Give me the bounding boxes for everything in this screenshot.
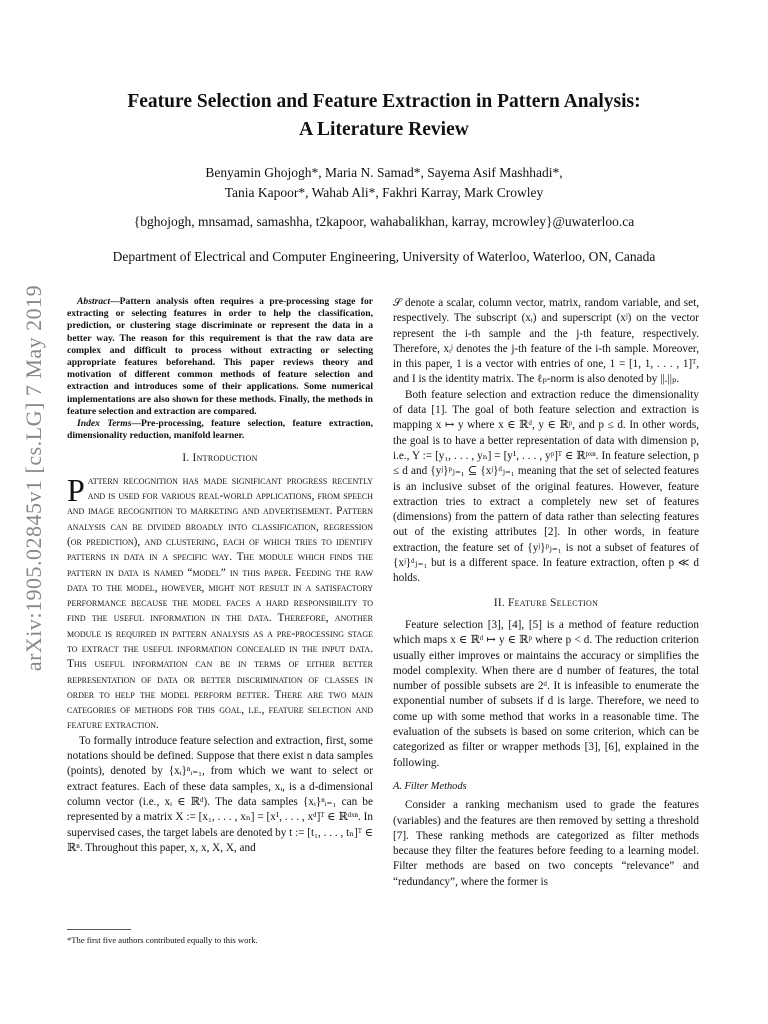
authors-line-1: Benyamin Ghojogh*, Maria N. Samad*, Sayema Asif Mashhadi*,	[205, 165, 563, 180]
footnote: *The first five authors contributed equally to this work.	[67, 935, 258, 945]
author-list	[90, 163, 678, 203]
abstract	[67, 296, 373, 418]
intro-paragraph-2: To formally introduce feature selection and extraction, first, some notations should be defined. Suppose that there exist n data samples (points), denoted by {xᵢ}ⁿᵢ₌₁, from which we want to select or extract features. Each of these data samples, xᵢ, is a d-dimensional column vector (i.e., xᵢ ∈ ℝᵈ). The data samples {xᵢ}ⁿᵢ₌₁ can be represented by a matrix X := [x₁, . . . , xₙ] = [x¹, . . . , xᵈ]ᵀ ∈ ℝᵈˣⁿ. In supervised cases, the target labels are denoted by t := [t₁, . . . , tₙ]ᵀ ∈ ℝⁿ. Throughout this paper, x, x, X, X, and	[67, 734, 373, 854]
title-line-2: A Literature Review	[299, 119, 469, 140]
notation-paragraph: 𝒮 denote a scalar, column vector, matrix, random variable, and set, respectively. The subscript (xᵢ) and superscript (xʲ) on the vector represent the i-th sample and the j-th feature, respectively. Therefore, xᵢʲ denotes the j-th feature of the i-th sample. Moreover, in this paper, 1 is a vector with entries of one, 1 = [1, 1, . . . , 1]ᵀ, and I is the identity matrix. The ℓₚ-norm is also denoted by ||.||ₚ.	[393, 297, 699, 386]
index-terms	[67, 418, 373, 442]
index-terms-label: Index Terms	[77, 418, 132, 430]
dimensionality-paragraph: Both feature selection and extraction reduce the dimensionality of data [1]. The goal of both feature selection and extraction is mapping x ↦ y where x ∈ ℝᵈ, y ∈ ℝᵖ, and p ≤ d. In other words, the goal is to have a better representation of data with dimension p, i.e., Y := [y₁, . . . , yₙ] = [y¹, . . . , yᵖ]ᵀ ∈ ℝᵖˣⁿ. In feature selection, p ≤ d and {yʲ}ᵖⱼ₌₁ ⊆ {xʲ}ᵈⱼ₌₁ meaning that the set of selected features is an inclusive subset of the original features. However, feature extraction tries to extract a completely new set of features (dimensions) from the pattern of data rather than selecting features out of the existing attributes [2]. In other words, in feature extraction, the feature set of {yʲ}ᵖⱼ₌₁ is not a subset of features of {xʲ}ᵈⱼ₌₁ but is a different space. In feature extraction, often p ≪ d holds.	[393, 388, 699, 585]
filter-methods-paragraph: Consider a ranking mechanism used to grade the features (variables) and the features are then removed by setting a threshold [7]. These ranking methods are categorized as filter methods because they filter the features before feeding to a learning model. Filter methods are based on two concepts “relevance” and “redundancy”, where the former is	[393, 799, 699, 888]
subsection-heading-filter-methods: A. Filter Methods	[393, 780, 467, 792]
authors-line-2: Tania Kapoor*, Wahab Ali*, Fakhri Karray, Mark Crowley	[224, 185, 544, 200]
intro-paragraph-1	[67, 471, 373, 734]
affiliation: Department of Electrical and Computer Engineering, University of Waterloo, Waterloo, ON, Canada	[112, 249, 656, 264]
arxiv-id-text: arXiv:1905.02845v1 [cs.LG] 7 May 2019	[21, 284, 46, 672]
section-heading-feature-selection: II. Feature Selection	[493, 596, 599, 609]
feature-selection-paragraph: Feature selection [3], [4], [5] is a method of feature reduction which maps x ∈ ℝᵈ ↦ y ∈ ℝᵖ where p < d. The reduction criterion usually either improves or maintains the accuracy or simplifies the model complexity. When there are d number of features, the total number of possible subsets are 2ᵈ. It is infeasible to enumerate the exponential number of subsets if d is large. Therefore, we need to come up with some method that works in a reasonable time. The evaluation of the subsets is based on some criterion, which can be categorized as filter or wrapper methods [3], [6], explained in the following.	[393, 618, 699, 769]
arxiv-identifier	[14, 270, 54, 700]
section-heading-introduction: I. Introduction	[182, 452, 258, 465]
abstract-label: Abstract	[77, 296, 111, 307]
paper-title	[90, 88, 678, 144]
title-line-1: Feature Selection and Feature Extraction in Pattern Analysis:	[127, 91, 641, 112]
right-column	[393, 296, 699, 890]
abstract-text: —Pattern analysis often requires a pre-processing stage for extracting or selecting features in order to help the classification, prediction, or clustering stage discriminate or represent the data in a better way. The reason for this requirement is that the raw data are complex and difficult to process without extracting or selecting appropriate features beforehand. This paper reviews theory and motivation of different common methods of feature selection and extraction and introduces some of their applications. Some numerical implementations are also shown for these methods. Finally, the methods in feature selection and extraction are compared.	[67, 296, 373, 417]
index-terms-text: —Pre-processing, feature selection, feature extraction, dimensionality reduction, manifold learner.	[67, 418, 373, 442]
author-emails: {bghojogh, mnsamad, samashha, t2kapoor, wahabalikhan, karray, mcrowley}@uwaterloo.ca	[133, 214, 635, 229]
footnote-rule	[67, 929, 131, 930]
intro-paragraph-1-text: attern recognition has made significant progress recently and is used for various real-world applications, from speech and image recognition to marketing and advertisement. Pattern analysis can be divided broadly into classification, regression (or prediction), and clustering, each of which tries to identify patterns in data in a specific way. The module which finds the pattern in data is named “model” in this paper. Feeding the raw data to the model, however, might not result in a satisfactory performance because the model faces a hard responsibility to find the useful information in the data. Therefore, another module is required in pattern analysis as a pre-processing stage to extract the useful information concealed in the input data. This useful information can be in terms of either better representation of data or better discrimination of classes in order to help the model perform better. There are two main categories of methods for this goal, i.e., feature selection and feature extraction.	[67, 474, 373, 732]
left-column	[67, 296, 373, 856]
drop-cap: P	[67, 471, 85, 508]
